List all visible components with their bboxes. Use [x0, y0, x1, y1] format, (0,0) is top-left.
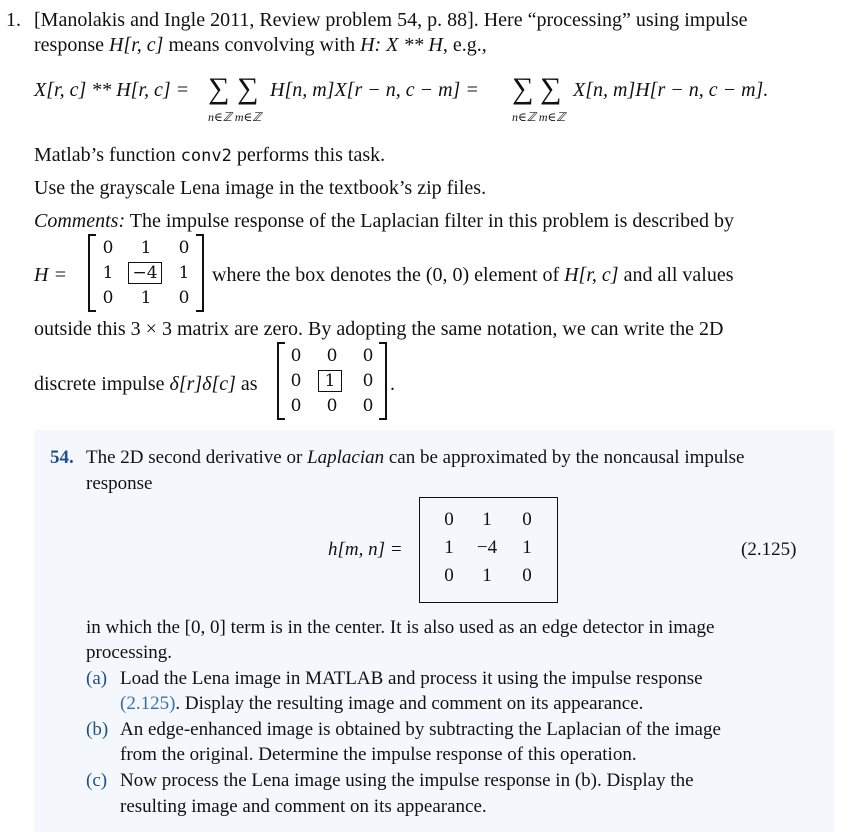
- textbook-problem-number: 54.: [50, 447, 74, 468]
- text: Matlab’s function: [34, 144, 181, 166]
- matrix-cell: 1: [444, 537, 454, 558]
- matrix-cell: 1: [522, 537, 532, 558]
- text: and all values: [618, 264, 734, 286]
- math: H: X ** H: [360, 34, 443, 56]
- matrix-cell: 0: [522, 565, 532, 586]
- matrix-cell: 1: [102, 263, 114, 283]
- part-b-line-1: An edge-enhanced image is obtained by subtracting the Laplacian of the image: [120, 719, 721, 740]
- textbook-intro-line-2: response: [86, 473, 153, 494]
- part-c-label: (c): [86, 770, 108, 791]
- sum-sign-2: ∑: [237, 72, 259, 105]
- matrix-cell-origin: −4: [128, 262, 162, 284]
- text: means convolving with: [163, 34, 361, 56]
- problem-number: 1.: [6, 9, 21, 31]
- text: where the box denotes the (0, 0) element of: [212, 264, 565, 286]
- equation-reference: (2.125): [120, 693, 176, 714]
- matrix-cell: 0: [362, 371, 374, 391]
- part-c-line-2: resulting image and comment on its appearance.: [120, 796, 487, 817]
- textbook-intro-line: [86, 446, 745, 469]
- text-italic: Laplacian: [307, 447, 385, 468]
- matrix-cell: 1: [482, 509, 492, 530]
- matrix-cell: 0: [362, 396, 374, 416]
- outside-line: outside this 3 × 3 matrix are zero. By adopting the same notation, we can write the 2D: [34, 318, 724, 340]
- part-a-label: (a): [86, 668, 108, 689]
- text: . Display the resulting image and comment on its appearance.: [175, 693, 644, 714]
- part-a-line-2: [120, 692, 643, 715]
- math: H[r, c]: [564, 264, 619, 286]
- matrix-cell: 0: [522, 509, 532, 530]
- part-a-line-1: Load the Lena image in MATLAB and process it using the impulse response: [120, 668, 703, 689]
- matrix-cell: 0: [290, 396, 302, 416]
- matrix-cell: 1: [140, 238, 152, 258]
- h-matrix: [419, 497, 558, 603]
- matrix-cell: 0: [362, 346, 374, 366]
- where-line: [212, 263, 734, 287]
- text: The 2D second derivative or: [86, 447, 308, 468]
- matlab-line: [34, 143, 385, 168]
- convolution-term-2: X[n, m]H[r − n, c − m].: [573, 79, 769, 101]
- impulse-matrix: [277, 342, 387, 420]
- matrix-cell: 0: [326, 396, 338, 416]
- convolution-equation-left: X[r, c] ** H[r, c] =: [34, 79, 190, 101]
- matrix-cell: 0: [178, 288, 190, 308]
- math: H[r, c]: [108, 34, 164, 56]
- H-label: H =: [34, 264, 67, 286]
- matrix-cell: 1: [482, 565, 492, 586]
- matrix-cell: −4: [476, 537, 498, 558]
- impulse-end: .: [390, 373, 395, 395]
- H-matrix: [88, 234, 204, 312]
- part-b-line-2: from the original. Determine the impulse response of this operation.: [120, 744, 637, 765]
- code-conv2: conv2: [180, 146, 232, 166]
- text: as: [235, 373, 258, 395]
- matrix-cell: 0: [290, 371, 302, 391]
- comments-label: Comments:: [34, 210, 126, 232]
- text: response: [34, 34, 109, 56]
- impulse-line: [34, 372, 258, 396]
- sum-sign-1: ∑: [208, 72, 230, 105]
- matrix-cell: 0: [178, 238, 190, 258]
- sum-subscript-1: n∈ℤ m∈ℤ: [208, 110, 262, 124]
- text: can be approximated by the noncausal impulse: [384, 447, 745, 468]
- equation-number: (2.125): [741, 539, 797, 560]
- textbook-after-line-2: processing.: [86, 642, 173, 663]
- matrix-cell: 1: [178, 263, 190, 283]
- matrix-cell-origin: 1: [318, 370, 342, 392]
- part-c-line-1: Now process the Lena image using the impulse response in (b). Display the: [120, 770, 694, 791]
- text: discrete impulse: [34, 373, 170, 395]
- sum-sign-3: ∑: [512, 72, 534, 105]
- sum-sign-4: ∑: [540, 72, 562, 105]
- matrix-cell: 0: [102, 238, 114, 258]
- use-line: Use the grayscale Lena image in the textbook’s zip files.: [34, 177, 487, 199]
- matrix-cell: 1: [140, 288, 152, 308]
- problem-line-1: [Manolakis and Ingle 2011, Review problem 54, p. 88]. Here “processing” using impulse: [34, 9, 748, 31]
- convolution-term-1: H[n, m]X[r − n, c − m] =: [270, 79, 479, 101]
- matrix-cell: 0: [102, 288, 114, 308]
- problem-line-2: [34, 33, 487, 57]
- comments-line: [34, 209, 734, 233]
- text: , e.g.,: [442, 34, 487, 56]
- part-b-label: (b): [86, 719, 109, 740]
- textbook-after-line-1: in which the [0, 0] term is in the center. It is also used as an edge detector in image: [86, 617, 715, 638]
- matrix-cell: 0: [326, 346, 338, 366]
- h-label: h[m, n] =: [328, 539, 403, 560]
- sum-subscript-2: n∈ℤ m∈ℤ: [512, 110, 566, 124]
- math: δ[r]δ[c]: [169, 373, 236, 395]
- text: The impulse response of the Laplacian filter in this problem is described by: [125, 210, 735, 232]
- matrix-cell: 0: [290, 346, 302, 366]
- text: performs this task.: [231, 144, 386, 166]
- matrix-cell: 0: [444, 565, 454, 586]
- matrix-cell: 0: [444, 509, 454, 530]
